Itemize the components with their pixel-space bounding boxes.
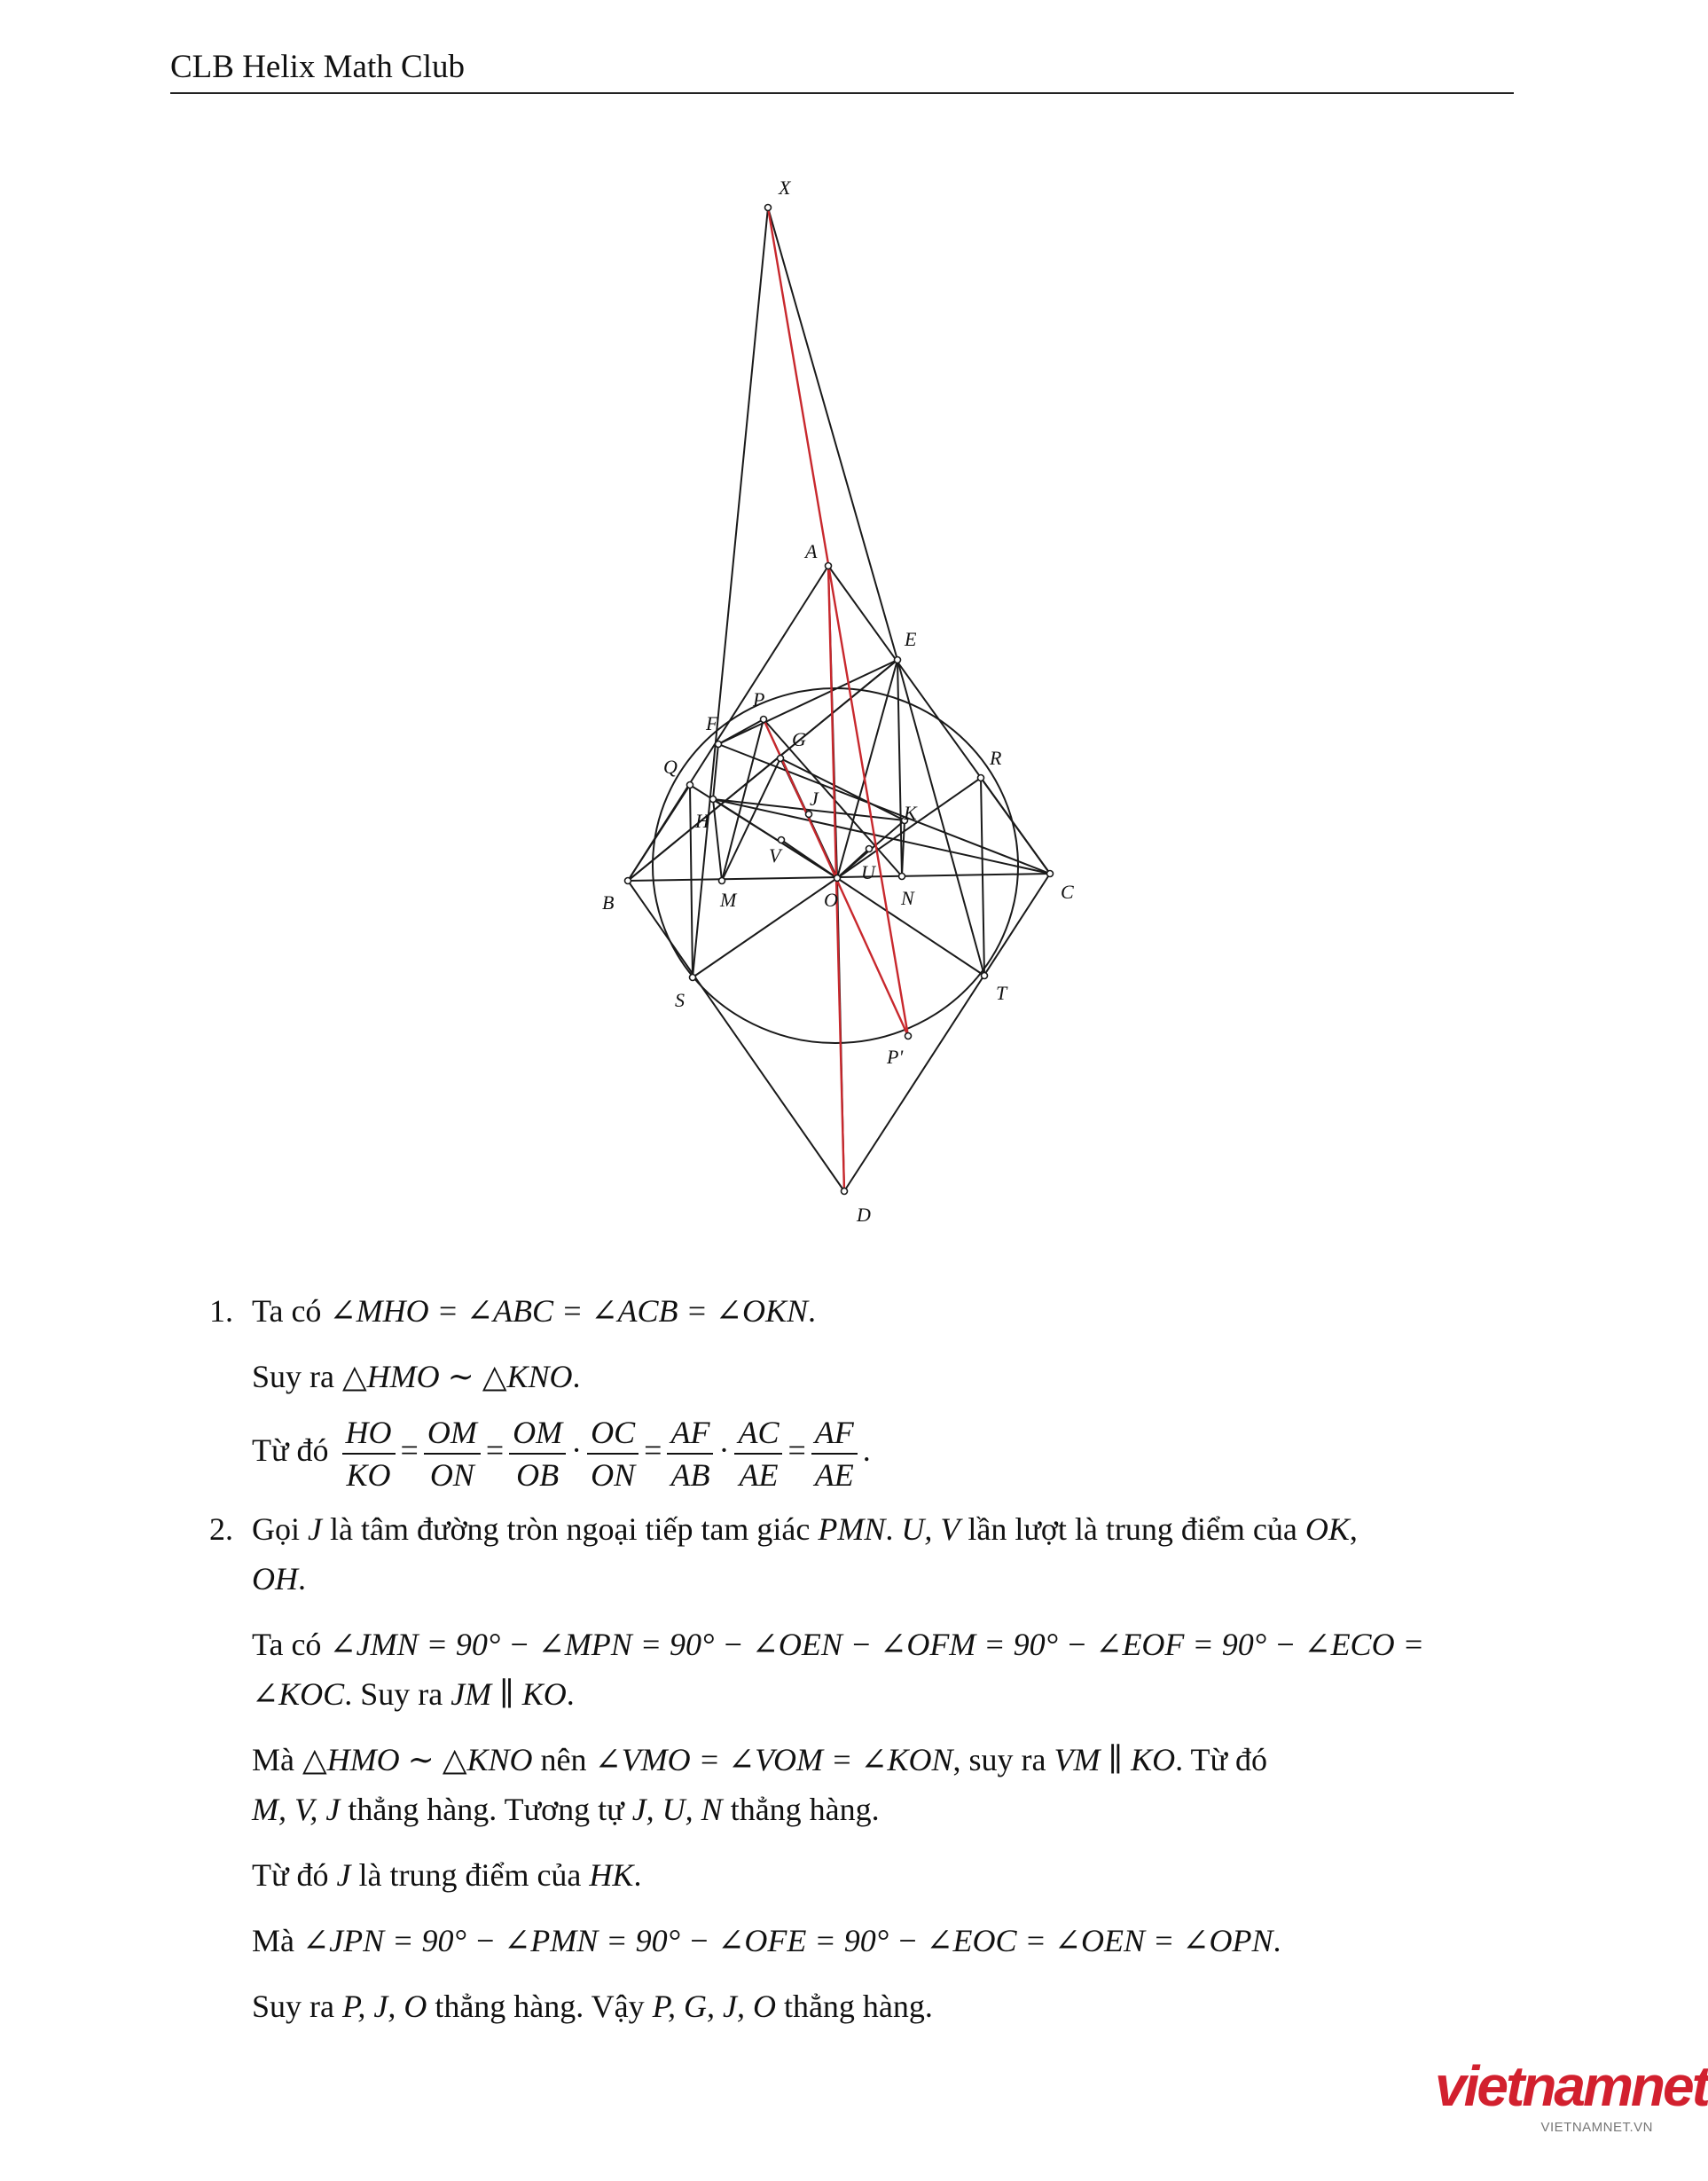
item-1-line-3: Từ đó $\frac{HO}{KO}$ = $\frac{OM}{ON}$ = $\frac{OM}{OB}$ · $\frac{OC}{ON}$ = $\frac{AF}{AB}$ · $\frac{AC}{AE}$ = $\frac{AF}{AE}$ . — [252, 1401, 1517, 1499]
point-p-prime — [905, 1033, 912, 1040]
point-x — [765, 205, 772, 211]
label-p: P — [753, 688, 765, 710]
point-b — [625, 878, 631, 884]
label-v: V — [769, 844, 781, 867]
label-t: T — [996, 982, 1007, 1004]
label-q: Q — [663, 756, 678, 778]
figure-lines — [628, 208, 1050, 1191]
item-2 — [209, 1504, 1517, 2031]
item-2-para-4: Từ đó J là trung điểm của HK. — [252, 1857, 642, 1893]
label-m: M — [720, 889, 737, 911]
fraction: $\frac{AC}{AE}$ — [734, 1412, 782, 1495]
item-1-line-1: Ta có ∠MHO = ∠ABC = ∠ACB = ∠OKN. — [252, 1293, 816, 1329]
point-v — [779, 837, 785, 843]
label-h: H — [695, 810, 709, 832]
point-t — [982, 973, 988, 979]
label-u: U — [861, 861, 875, 883]
label-a: A — [805, 540, 818, 562]
fraction: $\frac{HO}{KO}$ — [342, 1412, 396, 1495]
point-s — [690, 975, 696, 981]
label-s: S — [675, 989, 685, 1011]
point-h — [710, 796, 717, 803]
label-n: N — [901, 887, 914, 909]
item-2-para-5: Mà ∠JPN = 90° − ∠PMN = 90° − ∠OFE = 90° − ∠EOC = ∠OEN = ∠OPN. — [252, 1923, 1281, 1958]
label-d: D — [857, 1204, 871, 1226]
item-2-para-1: Gọi J là tâm đường tròn ngoại tiếp tam giác PMN. U, V lần lượt là trung điểm của OK, OH. — [252, 1511, 1358, 1597]
circle-arc-bottom — [693, 977, 977, 1043]
label-k: K — [904, 802, 917, 824]
logo-sub-text: VIETNAMNET.VN — [1540, 2120, 1653, 2135]
item-2-number: 2. — [209, 1511, 233, 1547]
logo-net-text: net — [1630, 2054, 1708, 2118]
header-title: CLB Helix Math Club — [170, 49, 465, 85]
point-j — [806, 812, 812, 818]
point-n — [899, 874, 905, 880]
label-j: J — [810, 788, 819, 810]
point-p — [761, 717, 767, 723]
label-e: E — [905, 628, 917, 650]
label-c: C — [1061, 881, 1074, 903]
point-f — [716, 741, 722, 748]
point-r — [978, 775, 984, 781]
logo-main-text: vietnam — [1435, 2054, 1631, 2118]
vietnamnet-logo — [1435, 2051, 1708, 2148]
label-p-prime: P' — [887, 1046, 904, 1068]
item-2-para-2: Ta có ∠JMN = 90° − ∠MPN = 90° − ∠OEN − ∠OFM = 90° − ∠EOF = 90° − ∠ECO = ∠KOC. Suy ra JM ∥ KO. — [252, 1627, 1424, 1712]
label-b: B — [602, 891, 615, 914]
fraction: $\frac{AF}{AB}$ — [667, 1412, 713, 1495]
fraction: $\frac{AF}{AE}$ — [811, 1412, 858, 1495]
label-x: X — [779, 177, 791, 199]
point-m — [719, 878, 725, 884]
point-g — [778, 756, 784, 762]
point-e — [895, 657, 901, 663]
point-a — [826, 563, 832, 569]
point-u — [866, 846, 873, 852]
fraction: $\frac{OC}{ON}$ — [587, 1412, 639, 1495]
point-q — [687, 782, 693, 788]
point-c — [1047, 871, 1054, 877]
label-r: R — [990, 747, 1002, 769]
point-d — [842, 1189, 848, 1195]
item-2-para-6: Suy ra P, J, O thẳng hàng. Vậy P, G, J, O thẳng hàng. — [252, 1989, 933, 2024]
item-1-number: 1. — [209, 1293, 233, 1329]
solution-body — [209, 1286, 1517, 2031]
label-o: O — [824, 889, 838, 911]
label-f: F — [706, 712, 718, 734]
figure-points — [625, 205, 1054, 1195]
fraction: $\frac{OM}{ON}$ — [424, 1412, 481, 1495]
item-1 — [209, 1286, 1517, 1499]
point-o — [834, 875, 841, 882]
label-g: G — [792, 728, 806, 750]
figure-labels — [602, 177, 1074, 1226]
item-2-para-3: Mà △HMO ∼ △KNO nên ∠VMO = ∠VOM = ∠KON, suy ra VM ∥ KO. Từ đó M, V, J thẳng hàng. Tương tự J, U, N thẳng hàng. — [252, 1742, 1267, 1827]
item-1-line-2: Suy ra △HMO ∼ △KNO. — [252, 1359, 581, 1394]
fraction: $\frac{OM}{OB}$ — [509, 1412, 566, 1495]
